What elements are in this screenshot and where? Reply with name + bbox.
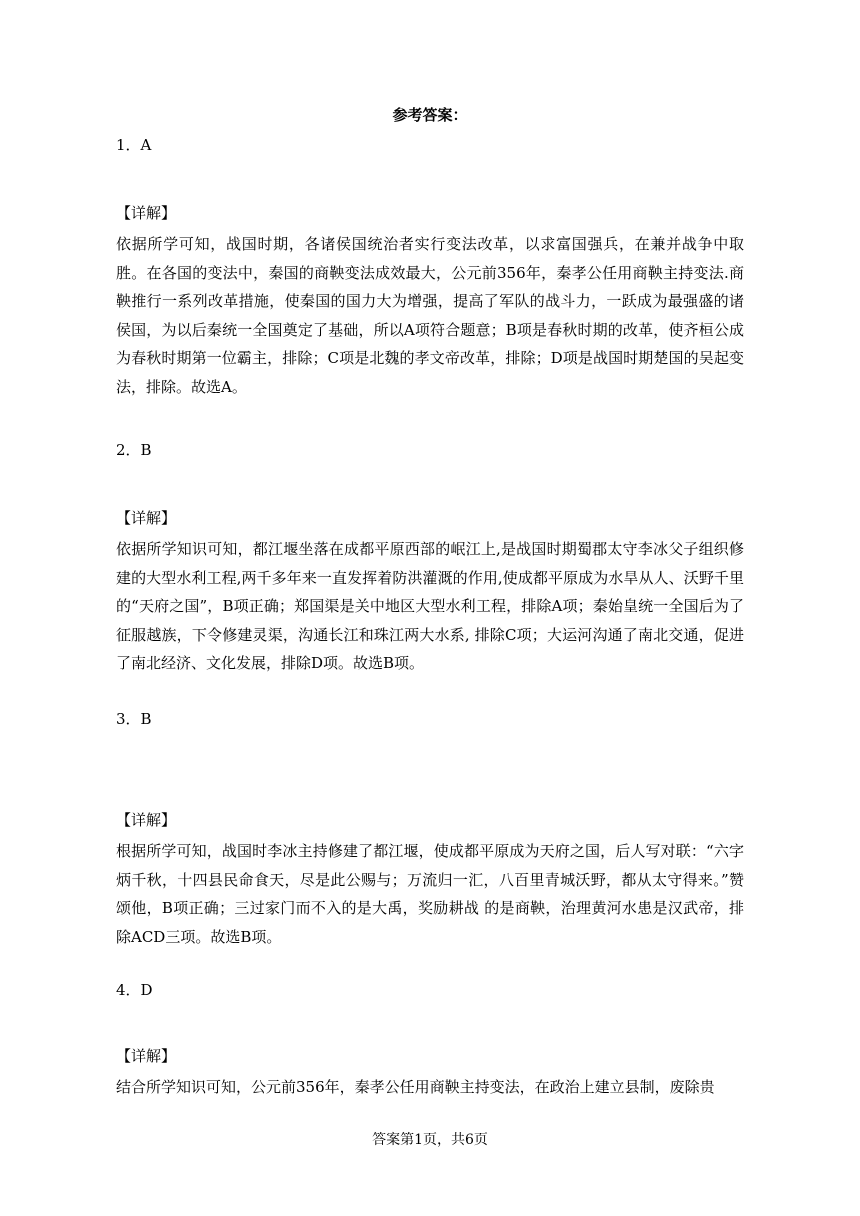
answer-3: 3．B: [116, 710, 152, 728]
page-footer: 答案第1页，共6页: [372, 1132, 488, 1148]
page-title: 参考答案：: [392, 106, 468, 124]
detail-heading-3: 【详解】: [116, 811, 177, 829]
detail-text-2: 依据所学知识可知，都江堰坐落在成都平原西部的岷江上,是战国时期蜀郡太守李冰父子组织修建的大型水利工程,两千多年来一直发挥着防洪灌溉的作用,使成都平原成为水旱从人、沃野千里的“天府之国”，B项正确；郑国渠是关中地区大型水利工程，排除A项；秦始皇统一全国后为了征服越族，下令修建灵渠，沟通长江和珠江两大水系, 排除C项；大运河沟通了南北交通，促进了南北经济、文化发展，排除D项。故选B项。: [116, 540, 744, 672]
detail-heading-1: 【详解】: [116, 204, 177, 222]
detail-heading-2: 【详解】: [116, 509, 177, 527]
detail-text-4: 结合所学知识可知，公元前356年，秦孝公任用商鞅主持变法，在政治上建立县制，废除贵: [116, 1078, 715, 1096]
detail-text-3: 根据所学可知，战国时李冰主持修建了都江堰，使成都平原成为天府之国，后人写对联：“六字炳千秋，十四县民命食天，尽是此公赐与；万流归一汇，八百里青城沃野，都从太守得来。”赞颂他，B项正确；三过家门而不入的是大禹，奖励耕战 的是商鞅，治理黄河水患是汉武帝，排除ACD三项。故选B项。: [116, 842, 744, 946]
answer-4: 4．D: [116, 981, 153, 999]
answer-1: 1．A: [116, 136, 152, 154]
answer-2: 2．B: [116, 441, 152, 459]
detail-text-1: 依据所学可知，战国时期，各诸侯国统治者实行变法改革，以求富国强兵，在兼并战争中取胜。在各国的变法中，秦国的商鞅变法成效最大，公元前356年，秦孝公任用商鞅主持变法.商鞅推行一系列改革措施，使秦国的国力大为增强，提高了军队的战斗力，一跃成为最强盛的诸侯国，为以后秦统一全国奠定了基础，所以A项符合题意；B项是春秋时期的改革，使齐桓公成为春秋时期第一位霸主，排除；C项是北魏的孝文帝改革，排除；D项是战国时期楚国的吴起变法，排除。故选A。: [116, 235, 744, 396]
detail-heading-4: 【详解】: [116, 1047, 177, 1065]
